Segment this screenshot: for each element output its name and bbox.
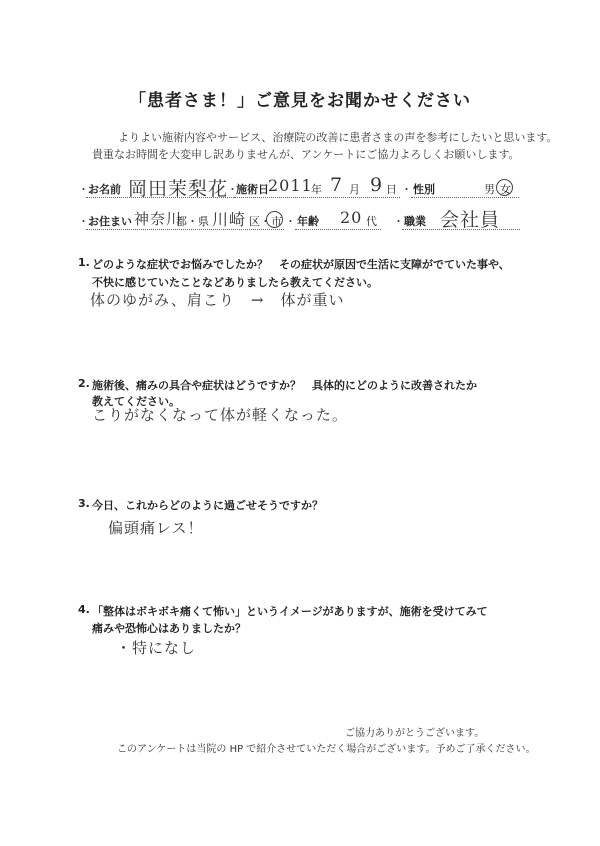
address-city-unit: 区・市 [249, 215, 282, 228]
footer-thanks: ご協力ありがとうございます。 [345, 728, 485, 739]
date-year-unit: 年 [311, 183, 322, 196]
date-day-value: 9 [370, 174, 384, 196]
date-month-unit: 月 [349, 183, 360, 196]
job-label: 職業 [404, 215, 426, 228]
question-4-line-1: 「整体はボキボキ痛くて怖い」というイメージがありますが、施術を受けてみて [92, 605, 488, 618]
date-year-value: 2011 [268, 176, 313, 195]
question-1-answer: 体のゆがみ、肩こり → 体が重い [90, 291, 345, 309]
name-underline [86, 197, 238, 198]
intro-line-1: よりよい施術内容やサービス、治療院の改善に患者さまの声を参考にしたいと思います。 [118, 131, 558, 144]
question-2-line-2: 教えてください。 [92, 395, 180, 408]
bullet: ・ [285, 215, 296, 228]
age-underline [295, 229, 381, 230]
question-2-line-1: 施術後、痛みの具合や症状はどうですか？ 具体的にどのように改善されたか [92, 379, 477, 392]
address-pref-unit: 都・県 [176, 215, 209, 228]
date-day-unit: 日 [386, 183, 397, 196]
question-3-line-1: 今日、これからどのように過ごせそうですか？ [92, 499, 323, 512]
question-1-line-1: どのような症状でお悩みでしたか？ その症状が原因で生活に支障がでていた事や、 [92, 258, 510, 271]
address-pref-value: 神奈川 [134, 210, 183, 228]
gender-label: 性別 [413, 183, 435, 196]
address-city-selected-circle [266, 211, 283, 228]
address-city-value: 川崎 [212, 210, 247, 229]
question-4-number: 4. [78, 603, 90, 616]
gender-underline [411, 197, 519, 198]
question-3-answer: 偏頭痛レス！ [108, 519, 204, 537]
question-3-number: 3. [78, 497, 90, 510]
footer-note: このアンケートは当院の HP で紹介させていただく場合がございます。予めご了承ください。 [117, 744, 536, 755]
intro-line-2: 貴重なお時間を大変申し訳ありませんが、アンケートにご協力よろしくお願いします。 [92, 148, 520, 161]
date-label: 施術日 [236, 183, 269, 196]
question-4-line-2: 痛みや恐怖心はありましたか？ [92, 622, 246, 635]
question-2-number: 2. [78, 377, 90, 390]
address-label: お住まい [88, 215, 132, 228]
bullet: ・ [78, 183, 89, 196]
bullet: ・ [393, 215, 404, 228]
gender-selected-circle [496, 179, 513, 196]
bullet: ・ [227, 183, 238, 196]
job-value: 会社員 [440, 209, 501, 231]
name-label: お名前 [88, 183, 121, 196]
name-value: 岡田茉梨花 [128, 178, 229, 200]
question-4-answer: ・特になし [116, 639, 197, 657]
age-label: 年齢 [297, 215, 319, 228]
date-month-value: 7 [330, 174, 344, 196]
date-underline [234, 197, 400, 198]
question-1-number: 1. [78, 256, 90, 269]
address-underline [86, 229, 284, 230]
bullet: ・ [401, 183, 412, 196]
gender-female-option: 女 [500, 183, 511, 196]
question-2-answer: こりがなくなって体が軽くなった。 [92, 406, 349, 424]
question-1-line-2: 不快に感じていたことなどありましたら教えてください。 [92, 276, 378, 289]
gender-male-option: 男 [484, 183, 495, 196]
age-unit: 代 [366, 215, 377, 228]
age-value: 20 [340, 208, 363, 227]
job-underline [402, 229, 520, 230]
page-title: 「患者さま！」ご意見をお聞かせください [129, 91, 471, 111]
bullet: ・ [78, 215, 89, 228]
